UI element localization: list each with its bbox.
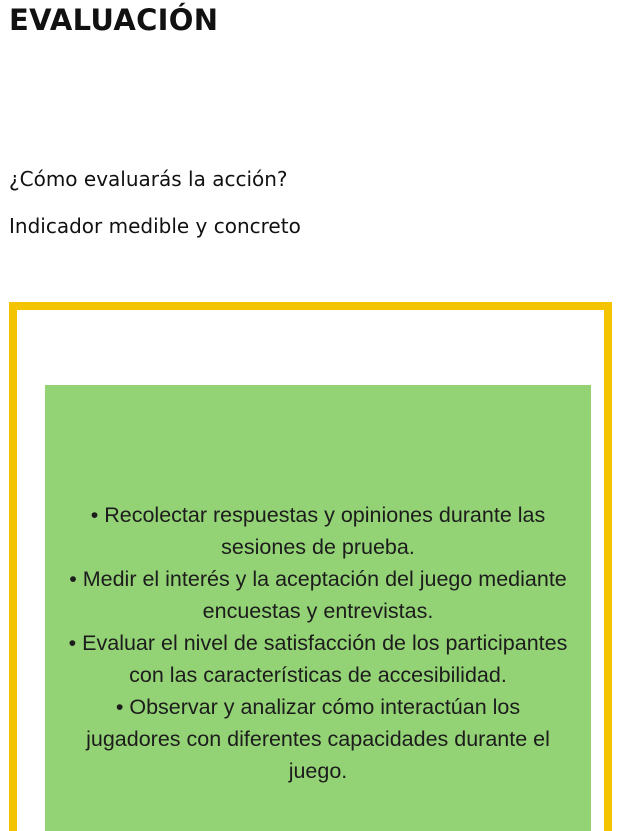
indicator-label: Indicador medible y concreto [9,214,301,238]
page-title: EVALUACIÓN [9,3,219,37]
evaluation-card [45,385,591,831]
evaluation-item: • Medir el interés y la aceptación del juego mediante encuestas y entrevistas. [69,567,567,623]
evaluation-item: • Evaluar el nivel de satisfacción de los participantes con las características de accesibilidad. [68,631,568,687]
answer-frame [9,302,612,831]
evaluation-item: • Observar y analizar cómo interactúan los jugadores con diferentes capacidades durante el juego. [86,695,550,783]
evaluation-question: ¿Cómo evaluarás la acción? [9,167,288,191]
evaluation-item: • Recolectar respuestas y opiniones durante las sesiones de prueba. [90,503,546,559]
